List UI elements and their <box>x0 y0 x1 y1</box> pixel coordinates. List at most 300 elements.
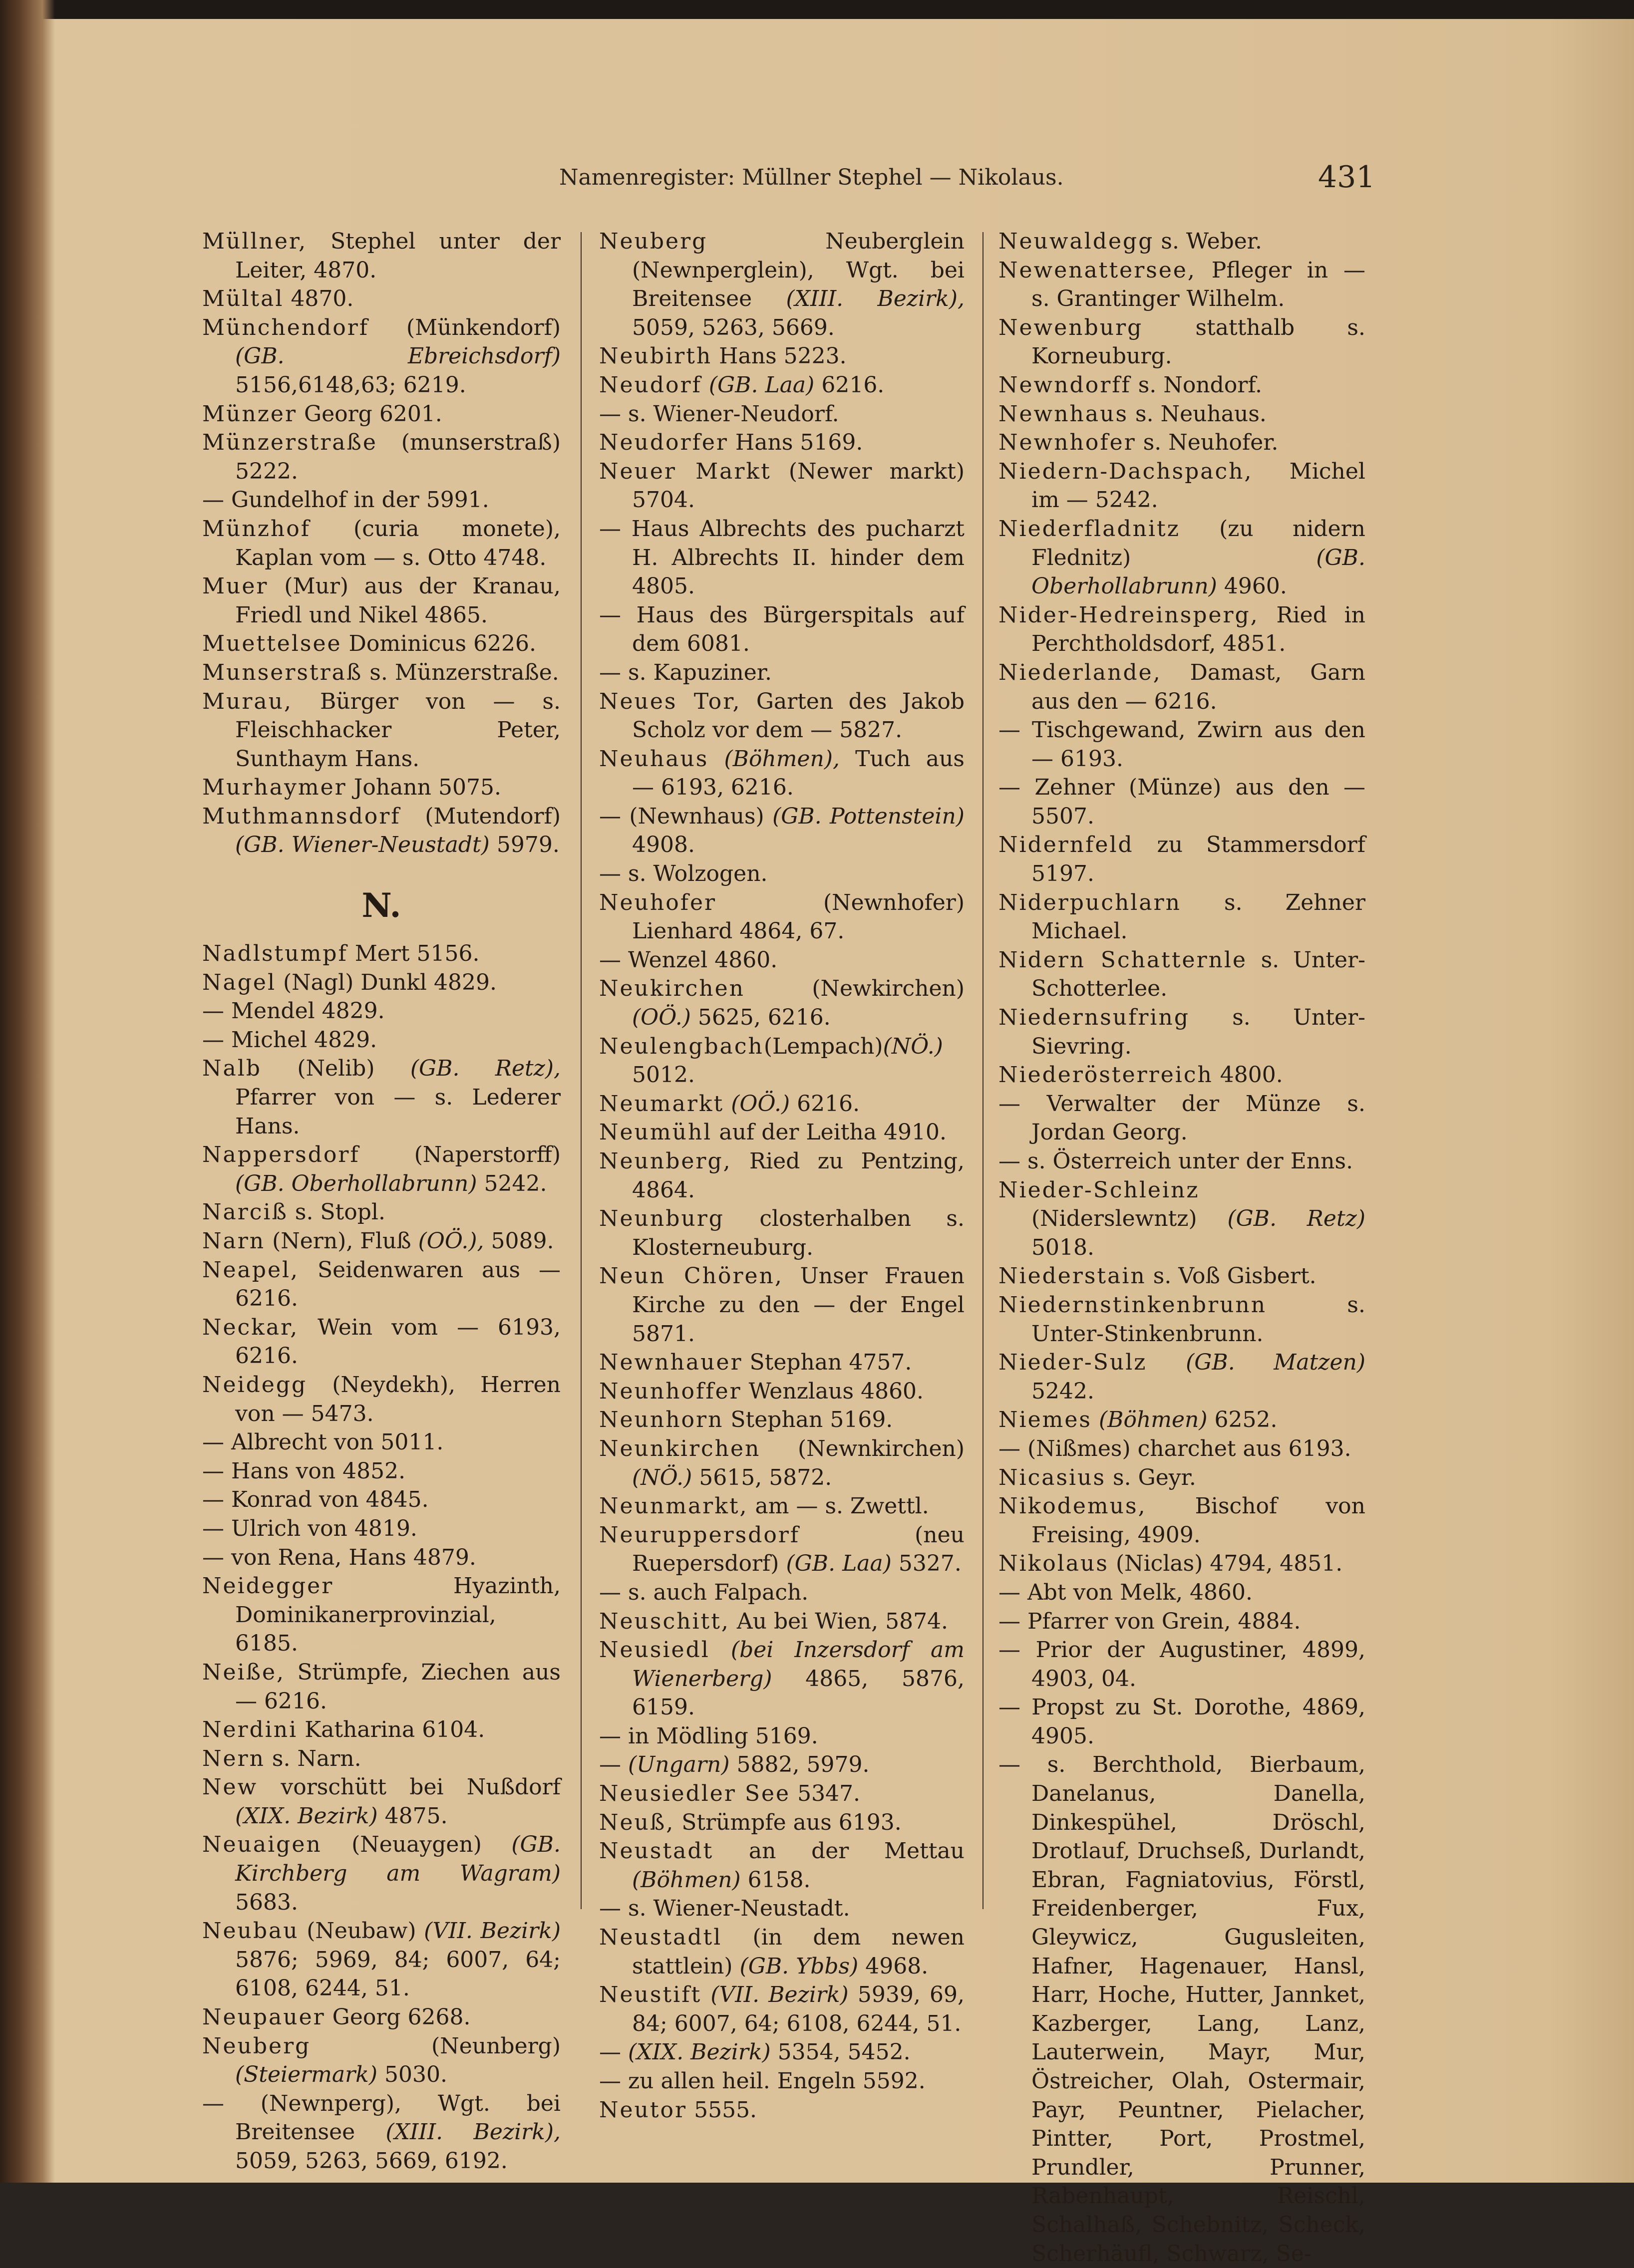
entry-headword: Neidegg <box>202 1372 308 1398</box>
entry-headword: Neuberg <box>599 229 708 254</box>
entry-italic: (NÖ.) <box>632 1464 692 1490</box>
index-entry <box>998 1492 1365 1549</box>
entry-italic: (NÖ.) <box>883 1033 943 1059</box>
index-entry <box>599 1722 965 1751</box>
entry-text: 6216. <box>814 372 885 398</box>
entry-text: am — s. Zwettl. <box>748 1493 929 1519</box>
entry-headword: Neiße, <box>202 1659 286 1685</box>
index-entry <box>202 284 561 313</box>
index-entry <box>599 515 965 601</box>
entry-italic: (XIX. Bezirk) <box>235 1803 378 1829</box>
entry-headword: Neumühl <box>599 1120 712 1145</box>
entry-text: (Niderslewntz) <box>1031 1206 1228 1232</box>
entry-text: Michel im — 5242. <box>1031 458 1365 513</box>
entry-text: — Mendel 4829. <box>202 998 385 1024</box>
entry-text: 6158. <box>740 1867 811 1893</box>
entry-italic: (GB. Oberhollabrunn) <box>1031 545 1365 599</box>
index-entry <box>998 1607 1365 1636</box>
entry-headword: Narn <box>202 1228 266 1254</box>
entry-text: (Naperstorff) <box>359 1142 561 1168</box>
index-column-3 <box>998 227 1365 2268</box>
entry-text: (Niclas) 4794, 4851. <box>1108 1551 1343 1577</box>
entry-text: Strümpfe aus 6193. <box>674 1809 902 1835</box>
index-entry <box>998 1176 1365 1262</box>
entry-headword: Niderpuchlarn <box>998 889 1181 915</box>
entry-text: 5939, 69, 84; 6007, 64; 6108, 6244, 51. <box>632 1982 965 2036</box>
entry-text: Damast, Garn aus den — 6216. <box>1031 659 1365 714</box>
index-entry <box>202 629 561 658</box>
index-entry <box>202 1140 561 1198</box>
index-entry <box>599 1090 965 1119</box>
entry-text: 5059, 5263, 5669. <box>632 314 835 340</box>
entry-text: (Mur) aus der Kranau, Friedl und Nikel 4865. <box>235 573 561 628</box>
entry-text <box>724 1091 731 1117</box>
entry-text: — Pfarrer von Grein, 4884. <box>998 1608 1301 1634</box>
index-entry <box>599 1118 965 1147</box>
entry-text: Garten des Jakob Scholz vor dem — 5827. <box>632 688 965 743</box>
entry-text: 5059, 5263, 5669, 6192. <box>235 2148 508 2174</box>
entry-headword: Neusiedl <box>599 1637 710 1663</box>
entry-text <box>708 746 724 772</box>
entry-headword: Mültal <box>202 286 284 312</box>
index-entry <box>599 745 965 802</box>
entry-headword: Neuß, <box>599 1809 675 1835</box>
index-entry <box>998 1348 1365 1406</box>
entry-headword: Newnhauer <box>599 1350 743 1376</box>
index-entry <box>599 1607 965 1636</box>
index-entry <box>998 515 1365 601</box>
entry-text: 4800. <box>1213 1062 1283 1088</box>
entry-headword: Niederfladnitz <box>998 516 1180 542</box>
entry-text: — (Newnperg), Wgt. bei Breitensee <box>202 2090 561 2145</box>
index-entry <box>202 1715 561 1744</box>
page-number: 431 <box>1318 160 1375 195</box>
entry-text <box>710 1637 731 1663</box>
index-entry <box>202 1917 561 2003</box>
index-entry <box>998 1406 1365 1434</box>
entry-text: s. Zehner Michael. <box>1031 889 1365 944</box>
entry-text: Mert 5156. <box>347 941 480 967</box>
index-entry <box>998 773 1365 831</box>
index-entry <box>202 1227 561 1256</box>
entry-text: — Konrad von 4845. <box>202 1487 429 1513</box>
entry-headword: Neuer Markt <box>599 458 771 484</box>
entry-headword: Neuschitt, <box>599 1608 730 1634</box>
index-entry <box>998 1262 1365 1291</box>
entry-text: zu Stammersdorf 5197. <box>1031 832 1365 887</box>
entry-text: 5354, 5452. <box>770 2039 911 2065</box>
entry-headword: Newenattersee, <box>998 257 1196 283</box>
index-entry <box>202 1313 561 1371</box>
entry-headword: Newnhofer <box>998 430 1136 456</box>
index-entry <box>599 974 965 1032</box>
index-entry <box>998 1147 1365 1176</box>
entry-headword: Neckar, <box>202 1314 299 1340</box>
index-entry <box>599 946 965 975</box>
index-entry <box>599 1147 965 1204</box>
entry-headword: Neunburg <box>599 1206 724 1232</box>
entry-text: 4870. <box>284 286 354 312</box>
entry-text: — Hans von 4852. <box>202 1458 406 1484</box>
index-entry <box>202 658 561 687</box>
index-entry <box>202 687 561 774</box>
entry-text: Katharina 6104. <box>298 1717 485 1743</box>
entry-headword: Neunhorn <box>599 1407 724 1433</box>
entry-headword: Neubirth <box>599 343 712 369</box>
entry-text: (Lempach) <box>763 1033 883 1059</box>
index-entry <box>998 1693 1365 1750</box>
entry-text: 5327. <box>891 1551 962 1577</box>
entry-text: Ried zu Pentzing, 4864. <box>632 1148 965 1203</box>
index-entry <box>599 687 965 745</box>
index-entry <box>599 1636 965 1722</box>
index-entry <box>202 1457 561 1486</box>
entry-italic: (GB. Retz), <box>410 1056 561 1082</box>
index-entry <box>599 371 965 400</box>
entry-headword: Neusiedler See <box>599 1781 791 1807</box>
entry-text: Pfarrer von — s. Lederer Hans. <box>235 1085 561 1139</box>
entry-headword: Newndorff <box>998 372 1131 398</box>
entry-text: (neu Ruepersdorf) <box>632 1522 965 1577</box>
entry-italic: (VII. Bezirk) <box>710 1982 849 2008</box>
entry-headword: Münzer <box>202 401 297 427</box>
entry-text: s. Weber. <box>1154 229 1262 254</box>
entry-text: — Haus Albrechts des pucharzt H. Albrechts II. hinder dem 4805. <box>599 516 965 599</box>
entry-text: 5882, 5979. <box>729 1752 870 1778</box>
entry-text: 5156,6148,63; 6219. <box>235 372 466 398</box>
index-entry <box>599 400 965 429</box>
entry-headword: Neupauer <box>202 2004 326 2030</box>
entry-headword: Niederlande, <box>998 659 1162 685</box>
entry-text: — Zehner (Münze) aus den — 5507. <box>998 775 1365 829</box>
entry-text: 5012. <box>632 1062 695 1088</box>
index-entry <box>998 227 1365 256</box>
entry-text: (in dem newen stattlein) <box>632 1925 965 1979</box>
entry-headword: Neuhofer <box>599 889 717 915</box>
entry-text: (zu nidern Flednitz) <box>1031 516 1365 570</box>
entry-text: — <box>599 1752 628 1778</box>
entry-italic: (VII. Bezirk) <box>424 1918 561 1944</box>
entry-text: — in Mödling 5169. <box>599 1723 818 1749</box>
entry-text: (Neunberg) <box>311 2033 561 2059</box>
index-entry <box>599 802 965 859</box>
entry-headword: Müllner, <box>202 229 308 254</box>
index-entry <box>202 1026 561 1055</box>
index-entry <box>599 859 965 888</box>
entry-headword: Nikolaus <box>998 1551 1109 1577</box>
entry-headword: Nikodemus, <box>998 1493 1147 1519</box>
index-entry <box>599 1923 965 1981</box>
entry-headword: Niederstain <box>998 1263 1146 1289</box>
index-entry <box>202 1543 561 1572</box>
entry-text: — (Nißmes) charchet aus 6193. <box>998 1435 1351 1461</box>
index-entry <box>998 1061 1365 1090</box>
entry-text: — s. Wolzogen. <box>599 861 768 887</box>
index-entry <box>202 2003 561 2032</box>
entry-italic: (OÖ.) <box>731 1091 790 1117</box>
entry-text: Stephel unter der Leiter, 4870. <box>235 229 561 283</box>
entry-headword: Muer <box>202 573 269 599</box>
entry-text: — Wenzel 4860. <box>599 947 778 973</box>
index-entry <box>599 342 965 371</box>
entry-headword: Neunberg, <box>599 1148 732 1174</box>
entry-text: 5979. <box>489 832 560 858</box>
entry-headword: Neulengbach <box>599 1033 764 1059</box>
index-entry <box>599 428 965 457</box>
index-entry <box>599 1808 965 1837</box>
entry-text: — Haus des Bürgerspitals auf dem 6081. <box>599 602 965 657</box>
entry-italic: (bei Inzersdorf am Wienerberg) <box>632 1637 965 1692</box>
index-entry <box>998 313 1365 371</box>
entry-headword: Muettelsee <box>202 631 342 657</box>
index-entry <box>998 1636 1365 1693</box>
index-entry <box>202 1830 561 1917</box>
entry-headword: Neapel, <box>202 1257 300 1283</box>
entry-text: — s. Kapuziner. <box>599 659 772 685</box>
index-entry <box>202 1773 561 1830</box>
entry-text: Strümpfe, Ziechen aus — 6216. <box>235 1659 561 1714</box>
entry-text: (Nern), Fluß <box>265 1228 418 1254</box>
index-entry <box>998 1434 1365 1463</box>
entry-text: Wein vom — 6193, 6216. <box>235 1314 561 1369</box>
index-entry <box>998 601 1365 658</box>
entry-headword: Nappersdorf <box>202 1142 360 1168</box>
entry-italic: (XIII. Bezirk), <box>786 286 965 312</box>
entry-headword: Nalb <box>202 1056 262 1082</box>
entry-text: Georg 6268. <box>325 2004 471 2030</box>
entry-text: — s. Wiener-Neudorf. <box>599 401 839 427</box>
index-entry <box>202 313 561 400</box>
entry-text: (Nagl) Dunkl 4829. <box>276 969 497 995</box>
entry-text <box>1147 1350 1186 1375</box>
entry-text: Wenzlaus 4860. <box>741 1378 924 1404</box>
index-entry <box>599 1262 965 1348</box>
entry-headword: Neuaigen <box>202 1832 322 1858</box>
entry-headword: Nieder-Sulz <box>998 1350 1147 1376</box>
column-divider <box>581 232 582 1909</box>
entry-text: Hans 5169. <box>728 430 863 456</box>
entry-text: Stephan 4757. <box>742 1350 912 1376</box>
index-entry <box>599 1377 965 1406</box>
entry-text: 5242. <box>477 1170 547 1196</box>
index-entry <box>998 457 1365 515</box>
index-entry <box>202 1572 561 1658</box>
index-entry <box>998 1549 1365 1578</box>
entry-text: Hans 5223. <box>712 343 847 369</box>
index-entry <box>202 939 561 968</box>
entry-text: Dominicus 6226. <box>341 631 537 657</box>
entry-text: (Nelib) <box>261 1056 410 1082</box>
entry-headword: Nieder-Schleinz <box>998 1177 1200 1203</box>
entry-headword: Neustift <box>599 1982 702 2008</box>
entry-headword: Neubau <box>202 1918 299 1944</box>
entry-text: 5555. <box>687 2097 757 2123</box>
entry-text: Georg 6201. <box>297 401 442 427</box>
entry-text: (Newer markt) 5704. <box>632 458 965 513</box>
index-entry <box>202 1658 561 1715</box>
index-entry <box>599 2096 965 2125</box>
index-entry <box>202 486 561 515</box>
entry-text: (Münkendorf) <box>369 314 561 340</box>
index-entry <box>202 968 561 997</box>
entry-headword: Neudorf <box>599 372 702 398</box>
index-entry <box>202 428 561 486</box>
entry-text: — Propst zu St. Dorothe, 4869, 4905. <box>998 1695 1365 1749</box>
entry-headword: Neun Chören, <box>599 1263 783 1289</box>
index-entry <box>599 1750 965 1779</box>
entry-headword: Nerdini <box>202 1717 298 1743</box>
entry-headword: Neustadt <box>599 1838 714 1864</box>
entry-text: s. Stopl. <box>288 1199 385 1225</box>
index-entry <box>998 400 1365 429</box>
entry-text: 4960. <box>1217 573 1287 599</box>
entry-headword: Nider-Hedreinsperg, <box>998 602 1259 628</box>
entry-headword: Neuwaldegg <box>998 229 1154 254</box>
scan-border <box>0 0 1634 19</box>
index-entry <box>998 1463 1365 1492</box>
entry-italic: (Steiermark) <box>235 2062 377 2088</box>
entry-text: — s. Berchthold, Bierbaum, Danelanus, Danella, Dinkespühel, Dröschl, Drotlauf, Druchseß, Durlandt, Ebran, Fagniatovius, Förstl, Freidenberger, Fux, Gleywicz, Gugusleiten, Hafner, Hagenauer, Hansl, Harr, Hoche, Hutter, Jannket, Kazberger, Lang, Lanz, Lauterwein, Mayr, Mur, Östreicher, Olah, Ostermair, Payr, Peuntner, Pielacher, Pintter, Port, Prostmel, Prundler, Prunner, Rabenhaupt, Reischl, Schalhaß, Schebnitz, Scheck, Scherhäufl, Schwarz, Se- <box>998 1752 1365 2267</box>
entry-text: s. Unter-Schotterlee. <box>1031 947 1365 1002</box>
entry-italic: (GB. Retz) <box>1227 1206 1365 1232</box>
entry-text: Ried in Perchtholdsdorf, 4851. <box>1031 602 1365 657</box>
index-entry <box>998 428 1365 457</box>
entry-text: 6216. <box>790 1091 860 1117</box>
entry-headword: Nern <box>202 1745 265 1771</box>
entry-text: (Neuaygen) <box>322 1832 512 1858</box>
entry-text: 5089. <box>484 1228 554 1254</box>
entry-headword: Neunhoffer <box>599 1378 742 1404</box>
entry-headword: Muthmannsdorf <box>202 803 401 829</box>
index-entry <box>998 1750 1365 2268</box>
index-entry <box>998 888 1365 946</box>
entry-text: Seidenwaren aus — 6216. <box>235 1257 561 1312</box>
entry-text <box>701 1982 710 2007</box>
entry-text: Unser Frauen Kirche zu den — der Engel 5871. <box>632 1263 965 1347</box>
running-header: Namenregister: Müllner Stephel — Nikolaus. <box>559 165 1064 190</box>
index-entry <box>599 1032 965 1090</box>
index-entry <box>599 1837 965 1894</box>
index-entry <box>998 658 1365 716</box>
entry-headword: Newenburg <box>998 314 1143 340</box>
entry-text: — Verwalter der Münze s. Jordan Georg. <box>998 1091 1365 1145</box>
entry-italic: (GB. Ebreichsdorf) <box>235 343 561 369</box>
entry-text: Stephan 5169. <box>723 1407 893 1433</box>
entry-text: (munserstraß) 5222. <box>235 430 561 484</box>
entry-headword: Neustadtl <box>599 1925 722 1951</box>
entry-headword: Münchendorf <box>202 314 369 340</box>
entry-text: 5018. <box>1031 1234 1094 1260</box>
entry-italic: (Böhmen) <box>1098 1407 1208 1433</box>
index-entry <box>998 716 1365 773</box>
entry-text: (Mutendorf) <box>400 803 561 829</box>
index-entry <box>202 1054 561 1140</box>
entry-headword: Nadlstumpf <box>202 941 348 967</box>
entry-italic: (GB. Wiener-Neustadt) <box>235 832 490 858</box>
entry-text: 4968. <box>858 1953 929 1979</box>
entry-text <box>1092 1407 1099 1432</box>
index-entry <box>202 572 561 629</box>
index-entry <box>599 1779 965 1808</box>
entry-headword: Neunkirchen <box>599 1435 761 1461</box>
entry-text: — zu allen heil. Engeln 5592. <box>599 2068 926 2094</box>
index-entry <box>998 1003 1365 1061</box>
entry-text: (Newnhofer) Lienhard 4864, 67. <box>632 889 965 944</box>
entry-text: (curia monete), Kaplan vom — s. Otto 4748. <box>235 516 561 570</box>
entry-text: s. Narn. <box>265 1745 361 1771</box>
entry-headword: Neumarkt <box>599 1091 724 1117</box>
index-entry <box>599 1492 965 1521</box>
entry-italic: (GB. Ybbs) <box>739 1953 859 1979</box>
index-entry <box>998 1578 1365 1607</box>
index-entry <box>202 2089 561 2176</box>
index-entry <box>599 1981 965 2038</box>
index-entry <box>202 1744 561 1773</box>
entry-headword: Neunmarkt, <box>599 1493 748 1519</box>
entry-headword: Neuhaus <box>599 746 709 772</box>
index-entry <box>998 256 1365 313</box>
entry-text: 4908. <box>632 832 695 858</box>
entry-text: — Abt von Melk, 4860. <box>998 1579 1253 1605</box>
entry-text: (Newnkirchen) <box>760 1435 965 1461</box>
entry-text: 5030. <box>377 2062 447 2088</box>
entry-italic: (Böhmen) <box>632 1867 741 1893</box>
entry-italic: (Böhmen), <box>724 746 840 772</box>
entry-italic: (XIX. Bezirk) <box>628 2039 771 2065</box>
entry-italic: (Ungarn) <box>628 1752 730 1778</box>
index-entry <box>202 773 561 802</box>
index-entry <box>202 400 561 429</box>
index-entry <box>202 1514 561 1543</box>
entry-text: s. Geyr. <box>1106 1464 1196 1490</box>
book-spine-shadow <box>0 0 55 2183</box>
entry-text: — Michel 4829. <box>202 1027 377 1053</box>
section-letter: N. <box>361 886 401 925</box>
entry-italic: (GB. Pottenstein) <box>772 803 965 829</box>
entry-text: — Prior der Augustiner, 4899, 4903, 04. <box>998 1637 1365 1692</box>
index-entry <box>202 1198 561 1227</box>
entry-headword: Neudorfer <box>599 430 728 456</box>
column-divider <box>982 232 983 1909</box>
index-entry <box>202 997 561 1026</box>
index-entry <box>998 1090 1365 1147</box>
entry-headword: Niedern-Dachspach, <box>998 458 1253 484</box>
entry-text: s. Neuhaus. <box>1128 401 1267 427</box>
index-entry <box>599 1578 965 1607</box>
index-entry <box>998 1291 1365 1348</box>
entry-text: (Newkirchen) <box>745 976 965 1002</box>
entry-headword: Nagel <box>202 969 277 995</box>
entry-text: s. Neuhofer. <box>1136 430 1279 456</box>
index-entry <box>599 658 965 687</box>
entry-headword: Neidegger <box>202 1573 334 1599</box>
index-entry <box>202 2032 561 2089</box>
index-column-1 <box>202 227 561 2176</box>
entry-text: (Neydekh), Herren von — 5473. <box>235 1372 561 1426</box>
index-entry <box>998 946 1365 1003</box>
entry-text: auf der Leitha 4910. <box>712 1120 947 1145</box>
entry-text: — s. auch Falpach. <box>599 1579 809 1605</box>
index-entry <box>599 1434 965 1492</box>
entry-headword: Murau, <box>202 688 293 714</box>
entry-headword: Neuruppersdorf <box>599 1522 800 1548</box>
entry-headword: Neukirchen <box>599 976 745 1002</box>
index-entry <box>599 2038 965 2067</box>
entry-text: — s. Österreich unter der Enns. <box>998 1148 1353 1174</box>
entry-text: 6252. <box>1207 1407 1278 1433</box>
entry-text: 5242. <box>1031 1378 1094 1404</box>
entry-headword: Neuberg <box>202 2033 311 2059</box>
